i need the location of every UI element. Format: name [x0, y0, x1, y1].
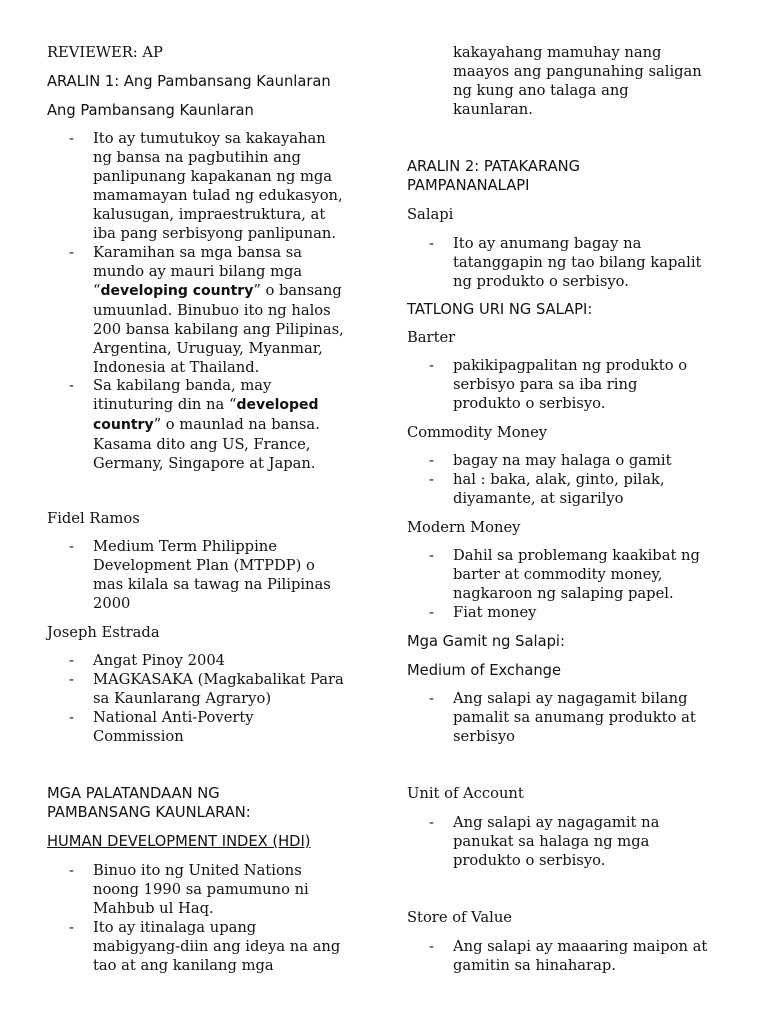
- bullet-dash: -: [429, 452, 434, 469]
- kaunlaran-heading: Ang Pambansang Kaunlaran: [47, 102, 254, 119]
- store-heading: Store of Value: [407, 909, 512, 926]
- bullet-text: Sa kabilang banda, may itinuturing din na “developed country” o maunlad na bansa. Kasama dito ang US, France, Germany, Singapore at Japan.: [93, 377, 320, 472]
- bullet-text: pakikipagpalitan ng produkto o serbisyo para sa iba ring produkto o serbisyo.: [453, 357, 688, 412]
- bullet-dash: -: [429, 471, 434, 488]
- palatandaan-heading-line-2: PAMBANSANG KAUNLARAN:: [47, 804, 251, 821]
- bullet-text: MAGKASAKA (Magkabalikat Para sa Kaunlarang Agraryo): [93, 671, 344, 707]
- aralin-2-title: ARALIN 2: PATAKARANG: [407, 158, 580, 175]
- barter-heading: Barter: [407, 329, 456, 346]
- bullet-dash: -: [69, 919, 74, 936]
- bullet-text: Ito ay itinalaga upang mabigyang-diin ang ideya na ang tao at ang kanilang mga: [93, 919, 341, 974]
- country-term: country: [93, 417, 154, 433]
- bullet-dash: -: [429, 235, 434, 252]
- bullet-dash: -: [69, 671, 74, 688]
- bullet-text: Fiat money: [453, 604, 537, 621]
- continuation-text: kakayahang mamuhay nang maayos ang pangunahing saligan ng kung ano talaga ang kaunlaran.: [453, 44, 702, 118]
- modern-heading: Modern Money: [407, 519, 521, 536]
- commodity-heading: Commodity Money: [407, 424, 548, 441]
- estrada-heading: Joseph Estrada: [47, 624, 160, 641]
- bullet-dash: -: [69, 377, 74, 394]
- bullet-dash: -: [429, 547, 434, 564]
- bullet-text: Angat Pinoy 2004: [93, 652, 226, 669]
- reviewer-title: REVIEWER: AP: [47, 44, 163, 61]
- bullet-text: Ang salapi ay nagagamit bilang pamalit sa anumang produkto at serbisyo: [453, 690, 696, 745]
- bullet-dash: -: [429, 814, 434, 831]
- bullet-text: Binuo ito ng United Nations noong 1990 sa pamumuno ni Mahbub ul Haq.: [93, 862, 309, 917]
- tatlong-uri-heading: TATLONG URI NG SALAPI:: [407, 301, 593, 318]
- palatandaan-heading: MGA PALATANDAAN NG: [47, 785, 220, 802]
- bullet-text: Medium Term Philippine Development Plan (MTPDP) o mas kilala sa tawag na Pilipinas 2000: [93, 538, 331, 612]
- bullet-text: Ito ay tumutukoy sa kakayahan ng bansa na pagbutihin ang panlipunang kapakanan ng mga mamamayan tulad ng edukasyon, kalusugan, impraestruktura, at iba pang serbisyong panlipunan.: [93, 130, 343, 242]
- gamit-heading: Mga Gamit ng Salapi:: [407, 633, 565, 650]
- bullet-text: National Anti-Poverty Commission: [93, 709, 254, 745]
- bullet-text: Ito ay anumang bagay na tatanggapin ng tao bilang kapalit ng produkto o serbisyo.: [453, 235, 702, 290]
- bullet-dash: -: [429, 938, 434, 955]
- medium-heading: Medium of Exchange: [407, 662, 561, 679]
- bullet-dash: -: [69, 652, 74, 669]
- bullet-dash: -: [429, 604, 434, 621]
- salapi-heading: Salapi: [407, 206, 454, 223]
- bullet-text: Karamihan sa mga bansa sa mundo ay mauri bilang mga “developing country” o bansang umuunlad. Binubuo ito ng halos 200 bansa kabilang ang Pilipinas, Argentina, Uruguay, Myanmar, Indonesia at Thailand.: [93, 244, 344, 376]
- developing-country-term: developing country: [100, 283, 254, 299]
- bullet-text: Dahil sa problemang kaakibat ng barter at commodity money, nagkaroon ng salaping papel.: [453, 547, 700, 602]
- aralin-2-title-line-2: PAMPANANALAPI: [407, 177, 530, 194]
- bullet-dash: -: [69, 244, 74, 261]
- bullet-dash: -: [69, 538, 74, 555]
- ramos-heading: Fidel Ramos: [47, 510, 140, 527]
- bullet-text: Ang salapi ay maaaring maipon at gamitin sa hinaharap.: [453, 938, 708, 974]
- bullet-dash: -: [69, 862, 74, 879]
- developed-term: developed: [236, 397, 319, 413]
- bullet-dash: -: [429, 690, 434, 707]
- bullet-dash: -: [69, 130, 74, 147]
- hdi-heading: HUMAN DEVELOPMENT INDEX (HDI): [47, 833, 311, 850]
- bullet-text: Ang salapi ay nagagamit na panukat sa halaga ng mga produkto o serbisyo.: [453, 814, 660, 869]
- bullet-dash: -: [69, 709, 74, 726]
- bullet-dash: -: [429, 357, 434, 374]
- aralin-1-title: ARALIN 1: Ang Pambansang Kaunlaran: [47, 73, 331, 90]
- bullet-text: hal : baka, alak, ginto, pilak, diyamante, at sigarilyo: [453, 471, 665, 507]
- bullet-text: bagay na may halaga o gamit: [453, 452, 672, 469]
- unit-heading: Unit of Account: [407, 785, 524, 802]
